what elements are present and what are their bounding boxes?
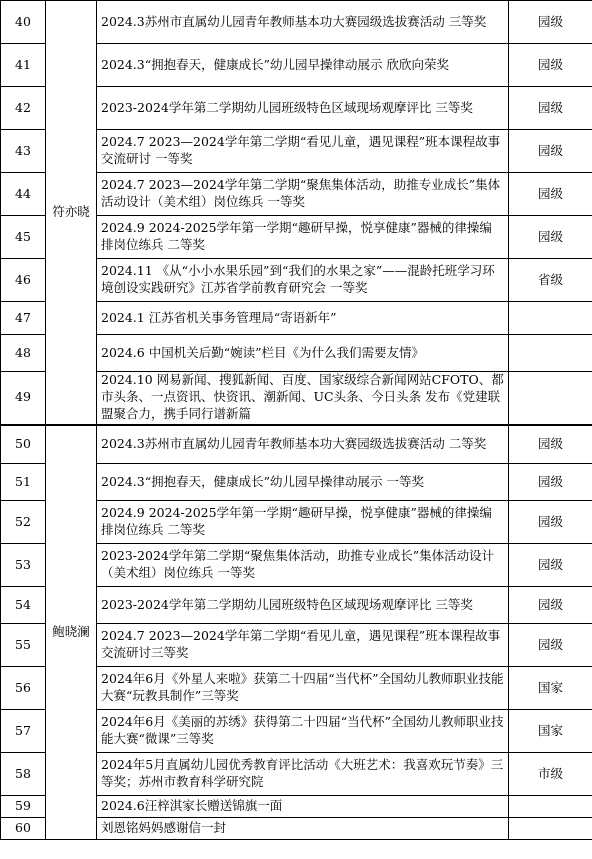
person-name: 鲍晓澜	[46, 425, 97, 840]
award-level: 市级	[509, 753, 592, 796]
award-content: 2024.7 2023—2024学年第二学期“看见儿童，遇见课程”班本课程故事交流研讨三等奖	[97, 624, 509, 667]
award-level	[509, 302, 592, 335]
row-number: 54	[1, 587, 46, 624]
award-content: 2024.3“拥抱春天，健康成长”幼儿园早操律动展示 一等奖	[97, 464, 509, 501]
row-number: 45	[1, 216, 46, 259]
row-number: 60	[1, 818, 46, 840]
award-content: 2024.9 2024-2025学年第一学期“趣研早操，悦享健康”器械的律操编排岗位练兵 二等奖	[97, 216, 509, 259]
row-number: 53	[1, 544, 46, 587]
award-content: 2024.7 2023—2024学年第二学期“聚焦集体活动，助推专业成长”集体活动设计（美术组）岗位练兵 一等奖	[97, 173, 509, 216]
row-number: 41	[1, 44, 46, 87]
award-level: 园级	[509, 87, 592, 130]
row-number: 52	[1, 501, 46, 544]
award-level: 园级	[509, 216, 592, 259]
award-content: 2024.3苏州市直属幼儿园青年教师基本功大赛园级选拔赛活动 三等奖	[97, 1, 509, 44]
award-content: 2023-2024学年第二学期幼儿园班级特色区域现场观摩评比 三等奖	[97, 587, 509, 624]
award-level	[509, 796, 592, 818]
award-level: 国家	[509, 667, 592, 710]
award-level: 园级	[509, 1, 592, 44]
award-content: 2024.11 《从“小小水果乐园”到“我们的水果之家”——混龄托班学习环境创设实践研究》江苏省学前教育研究会 一等奖	[97, 259, 509, 302]
award-content: 2024.9 2024-2025学年第一学期“趣研早操，悦享健康”器械的律操编排岗位练兵 二等奖	[97, 501, 509, 544]
award-content: 2024年6月《美丽的苏绣》获得第二十四届“当代杯”全国幼儿教师职业技能大赛“微课”三等奖	[97, 710, 509, 753]
row-number: 55	[1, 624, 46, 667]
award-level: 省级	[509, 259, 592, 302]
award-level: 园级	[509, 173, 592, 216]
table-row	[1, 425, 592, 464]
award-level: 园级	[509, 587, 592, 624]
award-level: 园级	[509, 544, 592, 587]
award-content: 刘恩铭妈妈感谢信一封	[97, 818, 509, 840]
award-level: 园级	[509, 44, 592, 87]
award-content: 2024.3苏州市直属幼儿园青年教师基本功大赛园级选拔赛活动 二等奖	[97, 425, 509, 464]
award-level: 园级	[509, 464, 592, 501]
row-number: 58	[1, 753, 46, 796]
row-number: 46	[1, 259, 46, 302]
award-level	[509, 335, 592, 372]
award-content: 2024.1 江苏省机关事务管理局“寄语新年”	[97, 302, 509, 335]
row-number: 44	[1, 173, 46, 216]
row-number: 59	[1, 796, 46, 818]
row-number: 48	[1, 335, 46, 372]
award-content: 2024.10 网易新闻、搜狐新闻、百度、国家级综合新闻网站CFOTO、都市头条、一点资讯、快资讯、潮新闻、UC头条、今日头条 发布《党建联盟聚合力，携手同行谱新篇	[97, 372, 509, 425]
row-number: 49	[1, 372, 46, 425]
award-content: 2023-2024学年第二学期幼儿园班级特色区域现场观摩评比 三等奖	[97, 87, 509, 130]
award-content: 2023-2024学年第二学期“聚焦集体活动，助推专业成长”集体活动设计（美术组）岗位练兵 一等奖	[97, 544, 509, 587]
row-number: 42	[1, 87, 46, 130]
award-content: 2024.3“拥抱春天，健康成长”幼儿园早操律动展示 欣欣向荣奖	[97, 44, 509, 87]
award-content: 2024年5月直属幼儿园优秀教育评比活动《大班艺术：我喜欢玩节奏》三等奖；苏州市教育科学研究院	[97, 753, 509, 796]
award-content: 2024.6 中国机关后勤“婉读”栏目《为什么我们需要友情》	[97, 335, 509, 372]
row-number: 50	[1, 425, 46, 464]
row-number: 40	[1, 1, 46, 44]
row-number: 47	[1, 302, 46, 335]
row-number: 51	[1, 464, 46, 501]
award-level: 国家	[509, 710, 592, 753]
row-number: 56	[1, 667, 46, 710]
award-content: 2024.6汪梓淇家长赠送锦旗一面	[97, 796, 509, 818]
award-content: 2024.7 2023—2024学年第二学期“看见儿童，遇见课程”班本课程故事交流研讨 一等奖	[97, 130, 509, 173]
award-level: 园级	[509, 130, 592, 173]
award-content: 2024年6月《外星人来啦》获第二十四届“当代杯”全国幼儿教师职业技能大赛“玩教具制作”三等奖	[97, 667, 509, 710]
row-number: 43	[1, 130, 46, 173]
award-level: 园级	[509, 624, 592, 667]
award-level: 园级	[509, 425, 592, 464]
award-level	[509, 818, 592, 840]
award-level: 园级	[509, 501, 592, 544]
table-row	[1, 1, 592, 44]
award-level	[509, 372, 592, 425]
row-number: 57	[1, 710, 46, 753]
person-name: 符亦晓	[46, 1, 97, 425]
